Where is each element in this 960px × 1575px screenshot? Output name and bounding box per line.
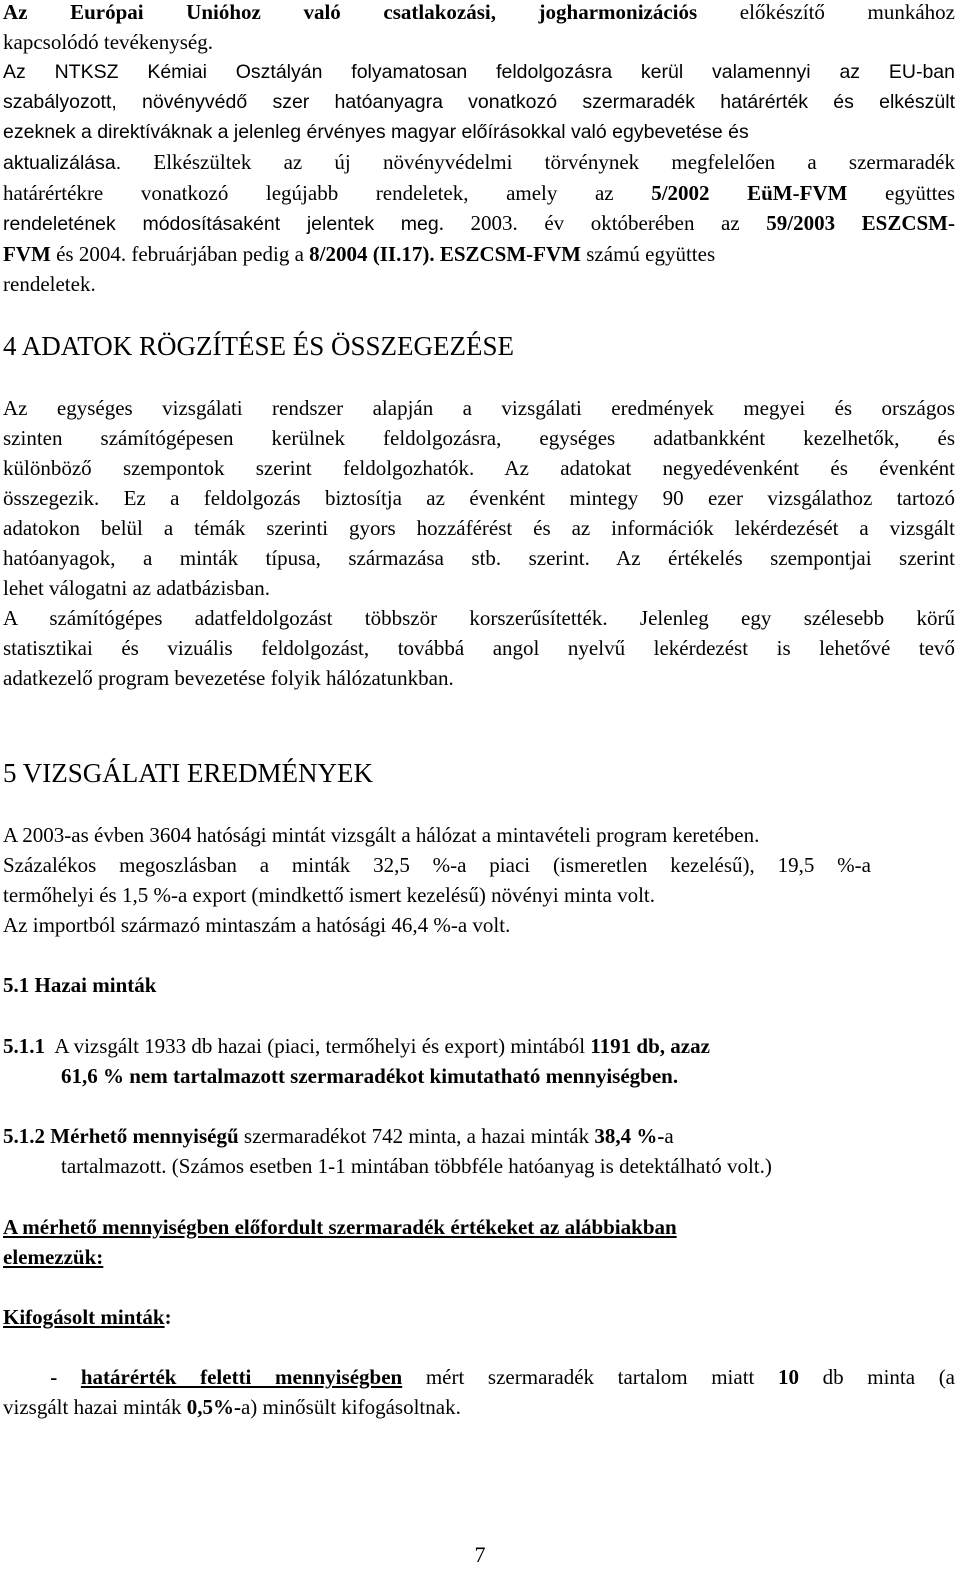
objected-samples-heading: Kifogásolt minták: bbox=[3, 1305, 172, 1329]
s4-line-2: szinten számítógépesen kerülnek feldolgozásra, egységes adatbankként kezelhetők, és bbox=[3, 426, 955, 450]
ntksz-paragraph bbox=[3, 57, 955, 147]
intro-line-1: Az Európai Unióhoz való csatlakozási, jogharmonizációs előkészítő munkához bbox=[3, 0, 955, 24]
subsection-5-1-heading: 5.1 Hazai minták bbox=[3, 973, 157, 997]
section-5-heading: 5 VIZSGÁLATI EREDMÉNYEK bbox=[3, 758, 373, 788]
objected-bullet bbox=[3, 1362, 955, 1422]
s5-line-3: termőhelyi és 1,5 %-a export (mindkettő ismert kezelésű) növényi minta volt. bbox=[3, 883, 655, 907]
laws-line-5: rendeletek. bbox=[3, 272, 96, 296]
s4-line-1: Az egységes vizsgálati rendszer alapján a vizsgálati eredmények megyei és országos bbox=[3, 396, 955, 420]
subsection-5-1-1 bbox=[3, 1031, 955, 1091]
s512-line-2: tartalmazott. (Számos esetben 1-1 mintában többféle hatóanyag is detektálható volt.) bbox=[61, 1154, 772, 1178]
section-4-heading: 4 ADATOK RÖGZÍTÉSE ÉS ÖSSZEGEZÉSE bbox=[3, 331, 515, 361]
s4-line-5: adatokon belül a témák szerinti gyors hozzáférést és az információk lekérdezését a vizsgált bbox=[3, 516, 955, 540]
s4-line-3: különböző szempontok szerint feldolgozhatók. Az adatokat negyedévenként és évenként bbox=[3, 456, 955, 480]
s4-line-6: hatóanyagok, a minták típusa, származása stb. szerint. Az értékelés szempontjai szerint bbox=[3, 546, 955, 570]
page-number: 7 bbox=[474, 1542, 486, 1567]
s4-line-10: adatkezelő program bevezetése folyik hálózatunkban. bbox=[3, 666, 454, 690]
intro-line-2: kapcsolódó tevékenység. bbox=[3, 30, 213, 54]
s4-line-7: lehet válogatni az adatbázisban. bbox=[3, 576, 271, 600]
s512-line-1: 5.1.2 Mérhető mennyiségű szermaradékot 742 minta, a hazai minták 38,4 %-a bbox=[3, 1124, 674, 1148]
laws-line-2: határértékre vonatkozó legújabb rendeletek, amely az 5/2002 EüM-FVM együttes bbox=[3, 181, 956, 205]
subsection-5-1-2 bbox=[3, 1121, 955, 1181]
section-4-paragraph bbox=[3, 393, 955, 693]
section-5-paragraph bbox=[3, 820, 955, 940]
s5-line-1: A 2003-as évben 3604 hatósági mintát vizsgált a hálózat a mintavételi program keretében. bbox=[3, 823, 760, 847]
bullet-line-2: vizsgált hazai minták 0,5%-a) minősült kifogásoltnak. bbox=[3, 1395, 461, 1419]
laws-line-1: aktualizálása. Elkészültek az új növényvédelmi törvénynek megfelelően a szermaradék bbox=[3, 150, 955, 174]
ntksz-line-3: ezeknek a direktíváknak a jelenleg érvényes magyar előírásokkal való egybevetése és bbox=[3, 121, 749, 143]
s4-line-8: A számítógépes adatfeldolgozást többször korszerűsítették. Jelenleg egy szélesebb körű bbox=[3, 606, 955, 630]
s511-line-2: 61,6 % nem tartalmazott szermaradékot kimutatható mennyiségben. bbox=[61, 1064, 679, 1088]
ntksz-line-1: Az NTKSZ Kémiai Osztályán folyamatosan feldolgozásra kerül valamennyi az EU-ban bbox=[3, 61, 955, 83]
analysis-heading: A mérhető mennyiségben előfordult szermaradék értékeket az alábbiakban elemezzük: bbox=[3, 1215, 677, 1269]
laws-line-3: rendeletének módosításaként jelentek meg. 2003. év októberében az 59/2003 ESZCSM- bbox=[3, 211, 955, 235]
laws-paragraph bbox=[3, 147, 955, 299]
intro-paragraph bbox=[3, 0, 955, 57]
s4-line-9: statisztikai és vizuális feldolgozást, továbbá angol nyelvű lekérdezést is lehetővé tevő bbox=[3, 636, 955, 660]
laws-line-4: FVM és 2004. februárjában pedig a 8/2004 (II.17). ESZCSM-FVM számú együttes bbox=[3, 242, 716, 266]
bullet-line-1: - határérték feletti mennyiségben mért szermaradék tartalom miatt 10 db minta (a bbox=[3, 1365, 956, 1389]
s5-line-4: Az importból származó mintaszám a hatósági 46,4 %-a volt. bbox=[3, 913, 511, 937]
ntksz-line-2: szabályozott, növényvédő szer hatóanyagra vonatkozó szermaradék határérték és elkészült bbox=[3, 91, 955, 113]
s4-line-4: összegezik. Ez a feldolgozás biztosítja az évenként mintegy 90 ezer vizsgálathoz tartozó bbox=[3, 486, 955, 510]
s511-line-1: 5.1.1 A vizsgált 1933 db hazai (piaci, termőhelyi és export) mintából 1191 db, azaz bbox=[3, 1034, 710, 1058]
s5-line-2: Százalékos megoszlásban a minták 32,5 %-a piaci (ismeretlen kezelésű), 19,5 %-a bbox=[3, 853, 871, 877]
